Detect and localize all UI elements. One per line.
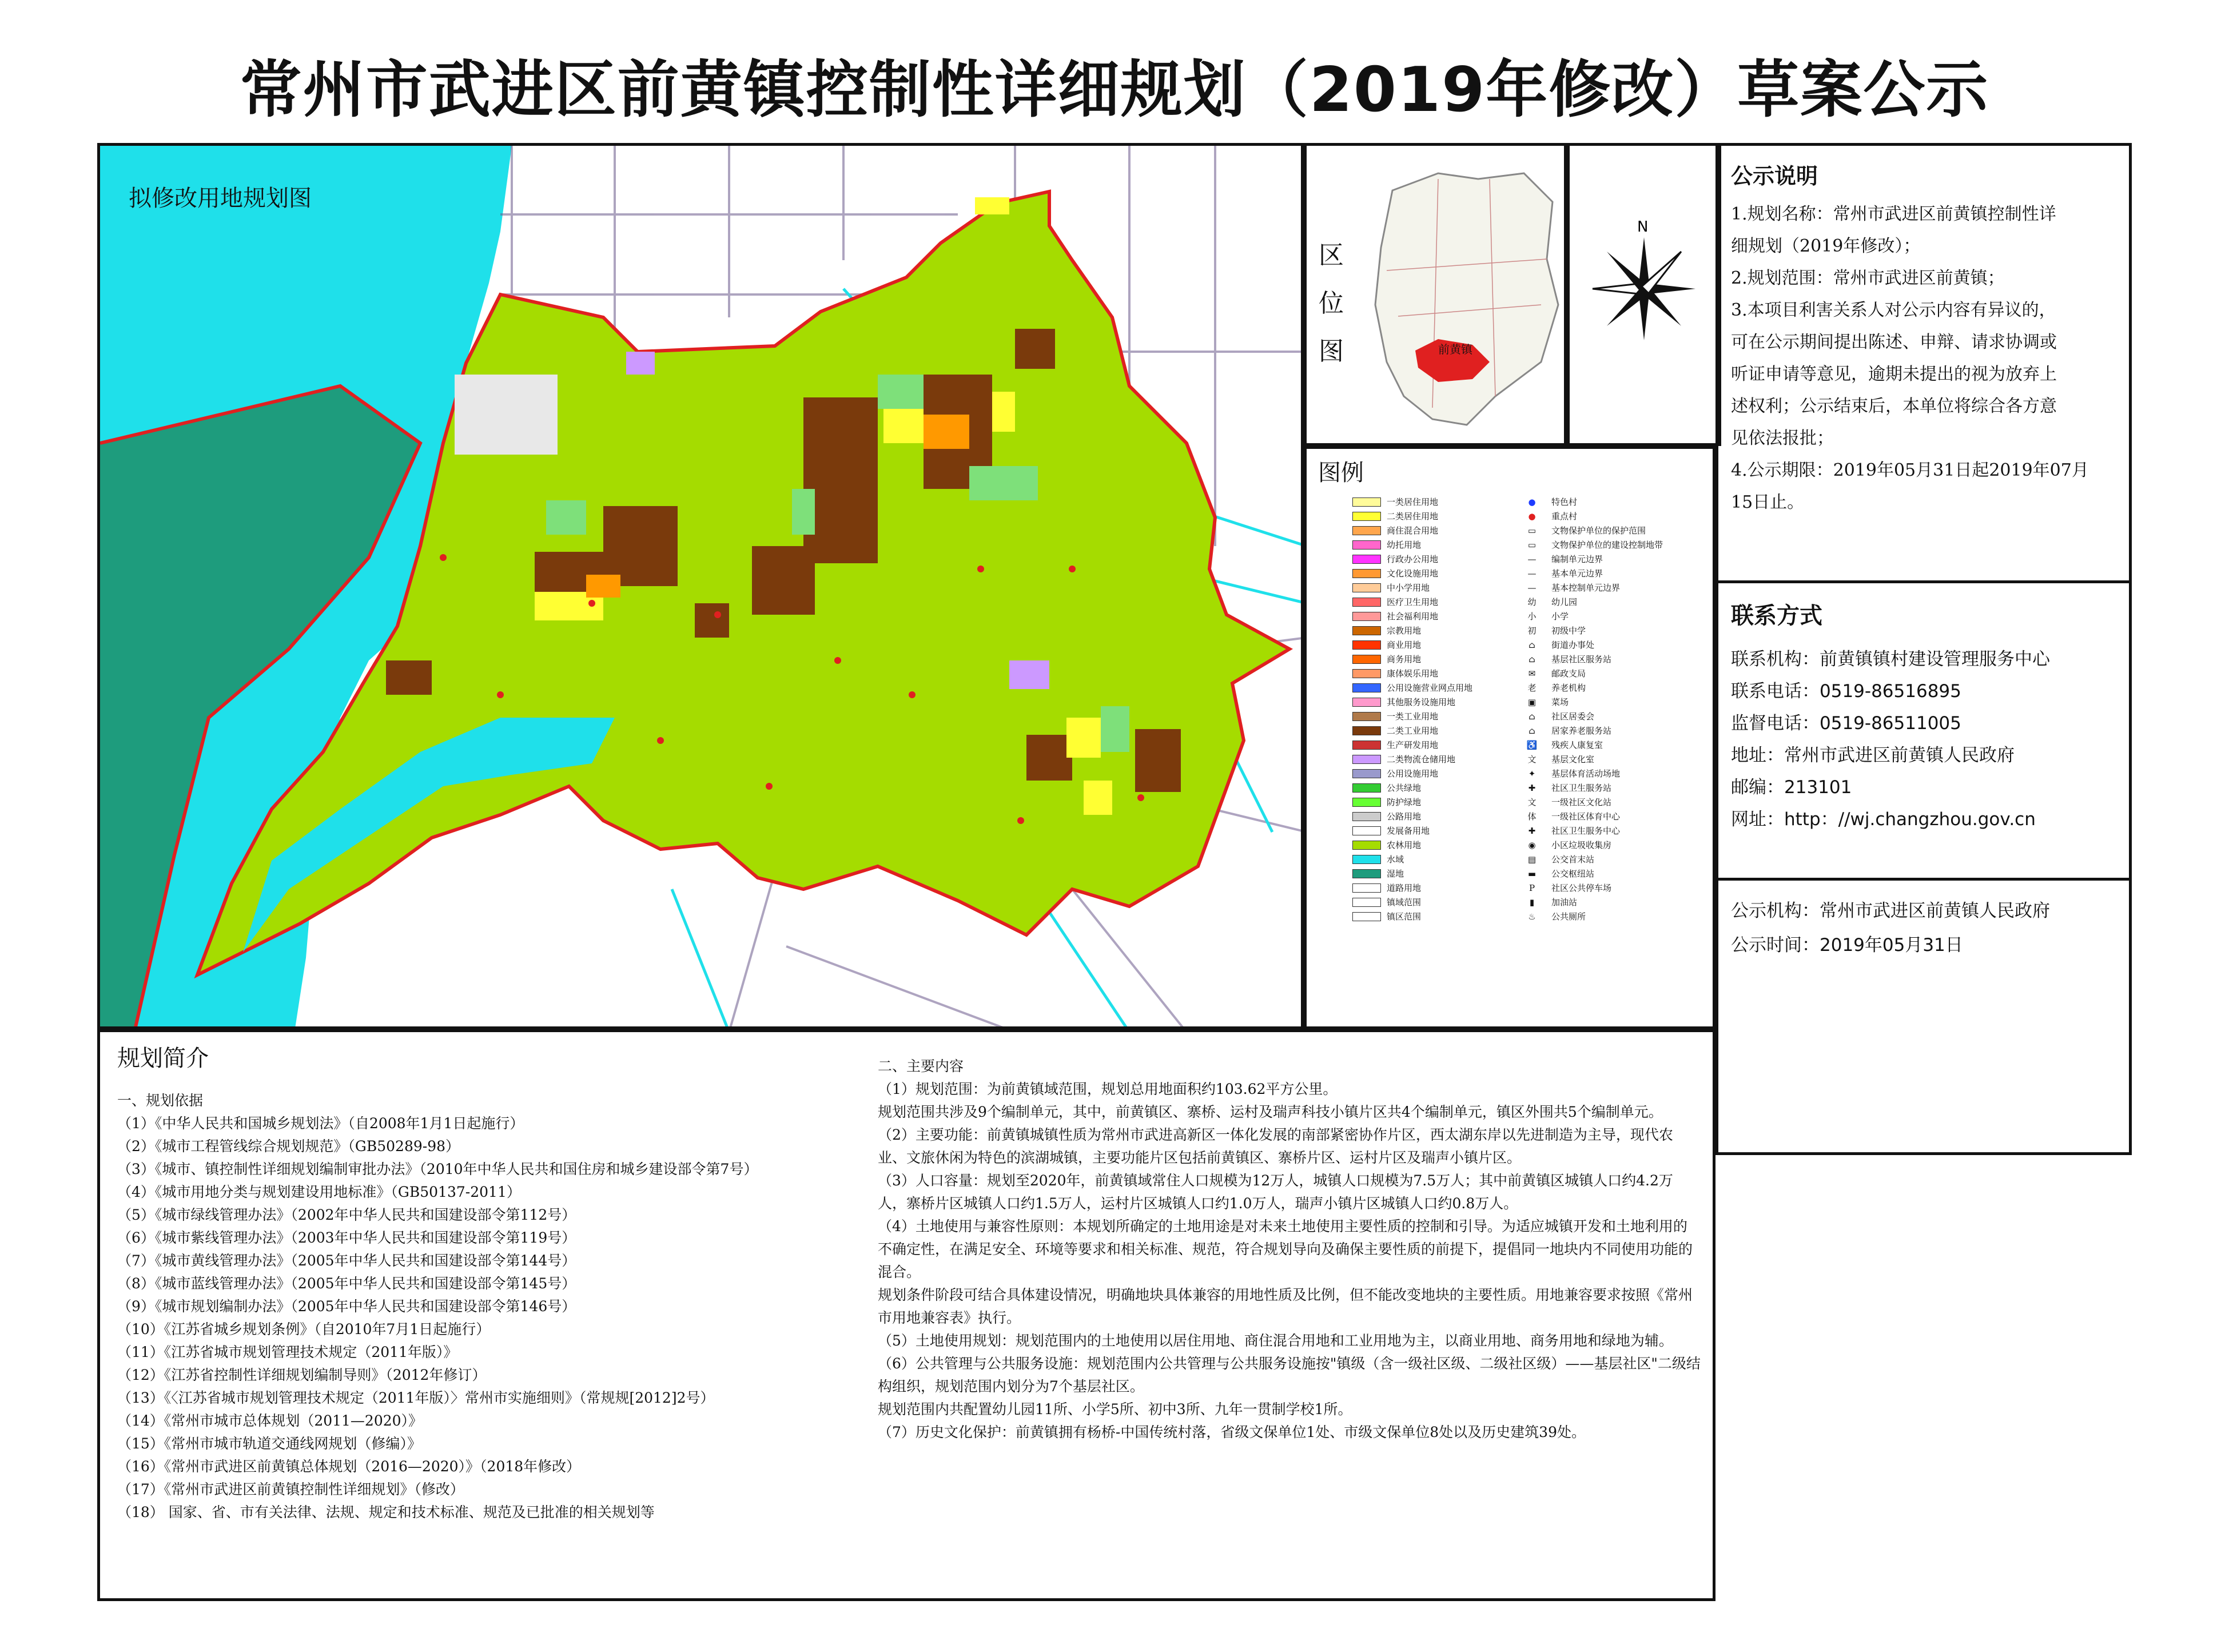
intro-line: （11）《江苏省城市规划管理技术规定（2011年版）》 xyxy=(117,1344,458,1360)
legend-symbol-icon: P xyxy=(1529,882,1535,893)
legend-label: 一类工业用地 xyxy=(1387,711,1439,722)
contact-line: 联系电话：0519-86516895 xyxy=(1731,681,1961,702)
legend-label: 公交首末站 xyxy=(1551,854,1595,865)
legend-label: 基层社区服务站 xyxy=(1551,654,1612,664)
legend-symbol-icon: ▮ xyxy=(1529,897,1535,907)
legend-symbol-icon: 幼 xyxy=(1527,597,1537,607)
legend-item xyxy=(1518,723,1701,738)
legend-symbol-icon: ♿ xyxy=(1526,739,1538,750)
legend-item xyxy=(1518,781,1701,795)
location-map xyxy=(1352,156,1564,436)
legend-label: 幼儿园 xyxy=(1551,597,1578,607)
legend-swatch xyxy=(1352,812,1381,821)
legend-item xyxy=(1352,666,1535,680)
legend-item xyxy=(1518,680,1701,695)
page-title: 常州市武进区前黄镇控制性详细规划（2019年修改）草案公示 xyxy=(240,54,1989,126)
legend-label: 二类居住用地 xyxy=(1387,511,1439,522)
legend-symbol-icon: ⌂ xyxy=(1529,654,1535,664)
notice-line: 4.公示期限：2019年05月31日起2019年07月 xyxy=(1731,460,2089,480)
legend-item xyxy=(1352,795,1535,809)
intro-line: 一、规划依据 xyxy=(117,1092,204,1109)
legend-swatch xyxy=(1352,826,1381,835)
legend-left-column xyxy=(1352,495,1535,923)
legend-item xyxy=(1518,538,1701,552)
legend-symbol-icon: ⌂ xyxy=(1529,711,1535,722)
legend-swatch xyxy=(1352,883,1381,893)
legend-label: 商业用地 xyxy=(1387,640,1422,650)
legend-item xyxy=(1352,738,1535,752)
intro-line: （5）土地使用规划：规划范围内的土地使用以居住用地、商住混合用地和工业用地为主，以商业用地、商务用地和绿地为辅。 xyxy=(878,1332,1673,1349)
legend-label: 湿地 xyxy=(1387,869,1404,879)
intro-line: （1）《中华人民共和国城乡规划法》（自2008年1月1日起施行） xyxy=(117,1115,524,1132)
legend-label: 二类物流仓储用地 xyxy=(1387,754,1456,765)
legend-item xyxy=(1518,752,1701,766)
legend-item xyxy=(1518,866,1701,881)
intro-line: （4）《城市用地分类与规划建设用地标准》（GB50137-2011） xyxy=(117,1184,521,1200)
legend-symbol-icon: 文 xyxy=(1527,797,1537,807)
intro-line: 规划范围内共配置幼儿园11所、小学5所、初中3所、九年一贯制学校1所。 xyxy=(878,1401,1352,1418)
legend-label: 居家养老服务站 xyxy=(1551,726,1612,736)
legend-swatch xyxy=(1352,598,1381,607)
legend-item xyxy=(1352,809,1535,823)
legend-swatch xyxy=(1352,626,1381,635)
legend-swatch xyxy=(1352,526,1381,535)
legend-swatch xyxy=(1352,655,1381,664)
legend-item xyxy=(1352,838,1535,852)
contact-line: 监督电话：0519-86511005 xyxy=(1731,713,1961,734)
legend-label: 邮政支局 xyxy=(1551,668,1586,679)
legend-item xyxy=(1352,909,1535,923)
legend-label: 社会福利用地 xyxy=(1387,611,1439,622)
legend-item xyxy=(1352,652,1535,666)
legend-symbol-icon: ✚ xyxy=(1528,782,1536,793)
notice-line: 述权利；公示结束后，本单位将综合各方意 xyxy=(1731,396,2057,416)
publisher-line: 公示机构：常州市武进区前黄镇人民政府 xyxy=(1731,901,2050,921)
intro-line: 规划范围共涉及9个编制单元，其中，前黄镇区、寨桥、运村及瑞声科技小镇片区共4个编制单元，镇区外围共5个编制单元。 xyxy=(878,1104,1663,1120)
legend-item xyxy=(1352,723,1535,738)
reserve-land xyxy=(455,375,558,455)
legend-item xyxy=(1352,881,1535,895)
legend-swatch xyxy=(1352,912,1381,921)
legend-swatch xyxy=(1352,612,1381,621)
legend-label: 小学 xyxy=(1551,611,1569,622)
legend-label: 其他服务设施用地 xyxy=(1387,697,1456,707)
legend-label: 水域 xyxy=(1387,854,1404,865)
contact-line: 邮编：213101 xyxy=(1731,777,1852,798)
legend-item xyxy=(1352,781,1535,795)
publish-date-line: 公示时间：2019年05月31日 xyxy=(1731,935,1963,956)
legend-symbol-icon: — xyxy=(1527,568,1537,579)
legend-label: 公用设施营业网点用地 xyxy=(1387,683,1473,693)
legend-label: 残疾人康复室 xyxy=(1551,740,1603,750)
land-use-map[interactable] xyxy=(97,143,1304,1029)
legend-swatch xyxy=(1352,898,1381,907)
legend-swatch xyxy=(1352,769,1381,778)
notice-line: 见依法报批； xyxy=(1731,428,1834,448)
legend-label: 道路用地 xyxy=(1387,883,1422,893)
compass-icon xyxy=(1570,146,1718,443)
legend-swatch xyxy=(1352,741,1381,750)
legend-swatch xyxy=(1352,555,1381,564)
legend-item xyxy=(1352,595,1535,609)
legend-item xyxy=(1518,495,1701,509)
legend-item xyxy=(1352,566,1535,580)
intro-line: （8）《城市蓝线管理办法》（2005年中华人民共和国建设部令第145号） xyxy=(117,1275,576,1292)
intro-line: （3）人口容量：规划至2020年，前黄镇域常住人口规模为12万人，城镇人口规模为7.5万人；其中前黄镇区城镇人口约4.2万人，寨桥片区城镇人口约1.5万人，运村片区城镇人口约1.0万人，瑞声小镇片区城镇人口约0.8万人。 xyxy=(878,1172,1673,1212)
legend-swatch xyxy=(1352,669,1381,678)
notice-panel xyxy=(1715,143,2132,1155)
legend-symbol-icon: ⌂ xyxy=(1529,725,1535,736)
intro-line: （1）规划范围：为前黄镇域范围，规划总用地面积约103.62平方公里。 xyxy=(878,1081,1338,1097)
intro-line: （18） 国家、省、市有关法律、法规、规定和技术标准、规范及已批准的相关规划等 xyxy=(117,1504,655,1520)
legend-item xyxy=(1352,609,1535,623)
intro-line: 规划条件阶段可结合具体建设情况，明确地块具体兼容的用地性质及比例，但不能改变地块的主要性质。用地兼容要求按照《常州市用地兼容表》执行。 xyxy=(878,1287,1693,1326)
legend-item xyxy=(1518,623,1701,638)
legend-label: 二类工业用地 xyxy=(1387,726,1439,736)
legend-item xyxy=(1518,895,1701,909)
location-panel xyxy=(1304,143,1567,446)
intro-basis-list xyxy=(117,1089,861,1524)
legend-title: 图例 xyxy=(1318,460,1364,486)
legend-label: 菜场 xyxy=(1551,697,1569,707)
legend-label: 重点村 xyxy=(1551,511,1578,522)
legend-swatch xyxy=(1352,640,1381,650)
legend-panel xyxy=(1304,446,1715,1029)
intro-line: （3）《城市、镇控制性详细规划编制审批办法》（2010年中华人民共和国住房和城乡建设部令第7号） xyxy=(117,1161,758,1177)
legend-symbol-icon: 老 xyxy=(1527,683,1537,693)
legend-item xyxy=(1352,623,1535,638)
legend-label: 行政办公用地 xyxy=(1387,554,1439,564)
notice-line: 细规划（2019年修改）； xyxy=(1731,236,1921,256)
intro-line: 二、主要内容 xyxy=(878,1058,964,1074)
legend-item xyxy=(1518,523,1701,538)
contact-line: 地址：常州市武进区前黄镇人民政府 xyxy=(1731,745,2015,766)
legend-label: 发展备用地 xyxy=(1387,826,1430,836)
location-highlight-label: 前黄镇 xyxy=(1438,343,1472,356)
legend-item xyxy=(1518,852,1701,866)
legend-label: 文物保护单位的保护范围 xyxy=(1551,526,1646,536)
legend-label: 镇区范围 xyxy=(1387,911,1422,922)
legend-item xyxy=(1352,495,1535,509)
legend-label: 基层文化室 xyxy=(1551,754,1595,765)
legend-item xyxy=(1518,709,1701,723)
legend-label: 社区卫生服务站 xyxy=(1551,783,1612,793)
legend-label: 养老机构 xyxy=(1551,683,1586,693)
notice-line: 1.规划名称：常州市武进区前黄镇控制性详 xyxy=(1731,204,2056,224)
legend-item xyxy=(1352,638,1535,652)
legend-label: 文物保护单位的建设控制地带 xyxy=(1551,540,1663,550)
legend-symbol-icon: ♨ xyxy=(1528,911,1536,922)
notice-title: 公示说明 xyxy=(1731,164,1818,189)
legend-label: 幼托用地 xyxy=(1387,540,1422,550)
intro-line: （7）历史文化保护：前黄镇拥有杨桥-中国传统村落，省级文保单位1处、市级文保单位8处以及历史建筑39处。 xyxy=(878,1424,1586,1440)
legend-label: 小区垃圾收集房 xyxy=(1551,840,1612,850)
intro-line: （2）《城市工程管线综合规划规范》（GB50289-98） xyxy=(117,1138,460,1155)
legend-label: 公共绿地 xyxy=(1387,783,1422,793)
legend-swatch xyxy=(1352,726,1381,735)
intro-line: （14）《常州市城市总体规划（2011—2020）》 xyxy=(117,1412,423,1429)
legend-item xyxy=(1518,580,1701,595)
legend-item xyxy=(1352,552,1535,566)
notice-line: 可在公示期间提出陈述、申辩、请求协调或 xyxy=(1731,332,2057,352)
legend-symbol-icon: ▬ xyxy=(1527,868,1537,879)
legend-label: 商住混合用地 xyxy=(1387,526,1439,536)
legend-item xyxy=(1518,666,1701,680)
legend-item xyxy=(1352,709,1535,723)
legend-label: 公交枢纽站 xyxy=(1551,869,1595,879)
legend-label: 基本单元边界 xyxy=(1551,568,1603,579)
legend-label: 一类居住用地 xyxy=(1387,497,1439,507)
intro-line: （12）《江苏省控制性详细规划编制导则》（2012年修订） xyxy=(117,1367,487,1383)
legend-swatch xyxy=(1352,497,1381,507)
legend-symbol-icon: ⌂ xyxy=(1529,639,1535,650)
legend-item xyxy=(1518,609,1701,623)
legend-item xyxy=(1518,738,1701,752)
legend-item xyxy=(1518,552,1701,566)
legend-symbol-icon: 体 xyxy=(1527,811,1537,822)
intro-line: （5）《城市绿线管理办法》（2002年中华人民共和国建设部令第112号） xyxy=(117,1207,576,1223)
intro-line: （2）主要功能：前黄镇城镇性质为常州市武进高新区一体化发展的南部紧密协作片区，西太湖东岸以先进制造为主导，现代农业、文旅休闲为特色的滨湖城镇，主要功能片区包括前黄镇区、寨桥片区、运村片区及瑞声小镇片区。 xyxy=(878,1126,1673,1166)
intro-line: （10）《江苏省城乡规划条例》（自2010年7月1日起施行） xyxy=(117,1321,491,1337)
legend-label: 社区卫生服务中心 xyxy=(1551,826,1621,836)
map-label: 拟修改用地规划图 xyxy=(129,185,312,212)
legend-swatch xyxy=(1352,512,1381,521)
legend-swatch xyxy=(1352,540,1381,550)
legend-item xyxy=(1352,752,1535,766)
legend-item xyxy=(1352,538,1535,552)
legend-symbol-icon: ● xyxy=(1528,511,1536,522)
intro-line: （13）《〈江苏省城市规划管理技术规定（2011年版）〉常州市实施细则》（常规规[2012]2号） xyxy=(117,1390,715,1406)
compass-panel xyxy=(1567,143,1721,446)
intro-line: （9）《城市规划编制办法》（2005年中华人民共和国建设部令第146号） xyxy=(117,1298,576,1315)
legend-swatch xyxy=(1352,869,1381,878)
notice-line: 2.规划范围：常州市武进区前黄镇； xyxy=(1731,268,2005,288)
legend-swatch xyxy=(1352,798,1381,807)
legend-label: 编制单元边界 xyxy=(1551,554,1603,564)
notice-line: 听证申请等意见，逾期未提出的视为放弃上 xyxy=(1731,364,2057,384)
legend-item xyxy=(1352,895,1535,909)
legend-item xyxy=(1352,852,1535,866)
divider xyxy=(1718,580,2129,583)
legend-item xyxy=(1518,766,1701,781)
legend-item xyxy=(1518,566,1701,580)
legend-item xyxy=(1352,695,1535,709)
legend-item xyxy=(1518,652,1701,666)
legend-label: 医疗卫生用地 xyxy=(1387,597,1439,607)
map-canvas xyxy=(100,146,1304,1029)
legend-item xyxy=(1518,595,1701,609)
legend-swatch xyxy=(1352,783,1381,793)
legend-swatch xyxy=(1352,755,1381,764)
legend-item xyxy=(1518,638,1701,652)
legend-item xyxy=(1518,909,1701,923)
contact-website[interactable]: 网址：http：//wj.changzhou.gov.cn xyxy=(1731,809,2036,830)
legend-symbol-icon: ▭ xyxy=(1527,539,1537,550)
legend-swatch xyxy=(1352,712,1381,721)
legend-symbol-icon: — xyxy=(1527,582,1537,593)
intro-line: （6）《城市紫线管理办法》（2003年中华人民共和国建设部令第119号） xyxy=(117,1229,576,1246)
legend-symbol-icon: ◉ xyxy=(1528,839,1536,850)
legend-label: 社区公共停车场 xyxy=(1551,883,1612,893)
legend-label: 商务用地 xyxy=(1387,654,1422,664)
legend-label: 一级社区体育中心 xyxy=(1551,811,1621,822)
legend-item xyxy=(1518,509,1701,523)
legend-label: 基层体育活动场地 xyxy=(1551,769,1621,779)
intro-line: （15）《常州市城市轨道交通线网规划（修编）》 xyxy=(117,1435,421,1452)
legend-item xyxy=(1518,881,1701,895)
legend-symbol-icon: ✉ xyxy=(1528,668,1536,679)
intro-line: （6）公共管理与公共服务设施：规划范围内公共管理与公共服务设施按"镇级（含一级社区级、二级社区级）——基层社区"二级结构组织，规划范围内划分为7个基层社区。 xyxy=(878,1355,1701,1395)
intro-line: （17）《常州市武进区前黄镇控制性详细规划》（修改） xyxy=(117,1481,464,1498)
legend-label: 康体娱乐用地 xyxy=(1387,668,1439,679)
legend-label: 公共厕所 xyxy=(1551,911,1586,922)
legend-item xyxy=(1518,838,1701,852)
contact-line: 联系机构：前黄镇镇村建设管理服务中心 xyxy=(1731,649,2050,670)
intro-content-list xyxy=(878,1055,1701,1444)
legend-symbol-icon: 文 xyxy=(1527,754,1537,765)
legend-item xyxy=(1352,823,1535,838)
legend-label: 一级社区文化站 xyxy=(1551,797,1612,807)
legend-label: 街道办事处 xyxy=(1551,640,1595,650)
legend-item xyxy=(1518,809,1701,823)
legend-label: 特色村 xyxy=(1551,497,1578,507)
legend-symbol-icon: ● xyxy=(1528,496,1536,507)
contact-title: 联系方式 xyxy=(1731,603,1822,629)
legend-label: 镇域范围 xyxy=(1387,897,1422,907)
legend-swatch xyxy=(1352,855,1381,864)
legend-swatch xyxy=(1352,583,1381,592)
location-label: 区位图 xyxy=(1319,241,1344,366)
legend-item xyxy=(1352,866,1535,881)
legend-item xyxy=(1518,795,1701,809)
legend-swatch xyxy=(1352,698,1381,707)
legend-symbol-icon: 小 xyxy=(1527,611,1537,622)
legend-label: 基本控制单元边界 xyxy=(1551,583,1621,593)
intro-line: （16）《常州市武进区前黄镇总体规划（2016—2020）》（2018年修改） xyxy=(117,1458,581,1475)
legend-symbol-icon: — xyxy=(1527,554,1537,564)
legend-label: 文化设施用地 xyxy=(1387,568,1439,579)
legend-swatch xyxy=(1352,841,1381,850)
legend-label: 加油站 xyxy=(1551,897,1578,907)
legend-swatch xyxy=(1352,683,1381,692)
intro-panel xyxy=(97,1029,1715,1601)
legend-label: 农林用地 xyxy=(1387,840,1422,850)
legend-symbol-icon: ✦ xyxy=(1528,768,1536,779)
legend-right-column xyxy=(1518,495,1701,923)
legend-label: 公路用地 xyxy=(1387,811,1422,822)
legend-label: 宗教用地 xyxy=(1387,626,1422,636)
legend-symbol-icon: ▤ xyxy=(1527,854,1537,865)
legend-label: 公用设施用地 xyxy=(1387,769,1439,779)
legend-swatch xyxy=(1352,569,1381,578)
intro-line: （4）土地使用与兼容性原则：本规划所确定的土地用途是对未来土地使用主要性质的控制和引导。为适应城镇开发和土地利用的不确定性，在满足安全、环境等要求和相关标准、规范，符合规划导向及确保主要性质的前提下，提倡同一地块内不同使用功能的混合。 xyxy=(878,1218,1693,1280)
legend-symbol-icon: ✚ xyxy=(1528,825,1536,836)
legend-item xyxy=(1352,766,1535,781)
divider xyxy=(1718,878,2129,881)
legend-item xyxy=(1518,823,1701,838)
legend-label: 生产研发用地 xyxy=(1387,740,1439,750)
legend-label: 防护绿地 xyxy=(1387,797,1422,807)
notice-line: 15日止。 xyxy=(1731,492,1805,512)
legend-label: 初级中学 xyxy=(1551,626,1586,636)
legend-symbol-icon: ▣ xyxy=(1527,696,1537,707)
legend-label: 中小学用地 xyxy=(1387,583,1430,593)
north-label: N xyxy=(1637,218,1649,236)
legend-item xyxy=(1352,509,1535,523)
legend-item xyxy=(1518,695,1701,709)
legend-item xyxy=(1352,680,1535,695)
legend-symbol-icon: ▭ xyxy=(1527,525,1537,536)
intro-title: 规划简介 xyxy=(117,1045,209,1072)
legend-item xyxy=(1352,523,1535,538)
legend-label: 社区居委会 xyxy=(1551,711,1595,722)
intro-line: （7）《城市黄线管理办法》（2005年中华人民共和国建设部令第144号） xyxy=(117,1252,576,1269)
legend-symbol-icon: 初 xyxy=(1527,626,1537,636)
notice-line: 3.本项目利害关系人对公示内容有异议的， xyxy=(1731,300,2056,320)
legend-item xyxy=(1352,580,1535,595)
